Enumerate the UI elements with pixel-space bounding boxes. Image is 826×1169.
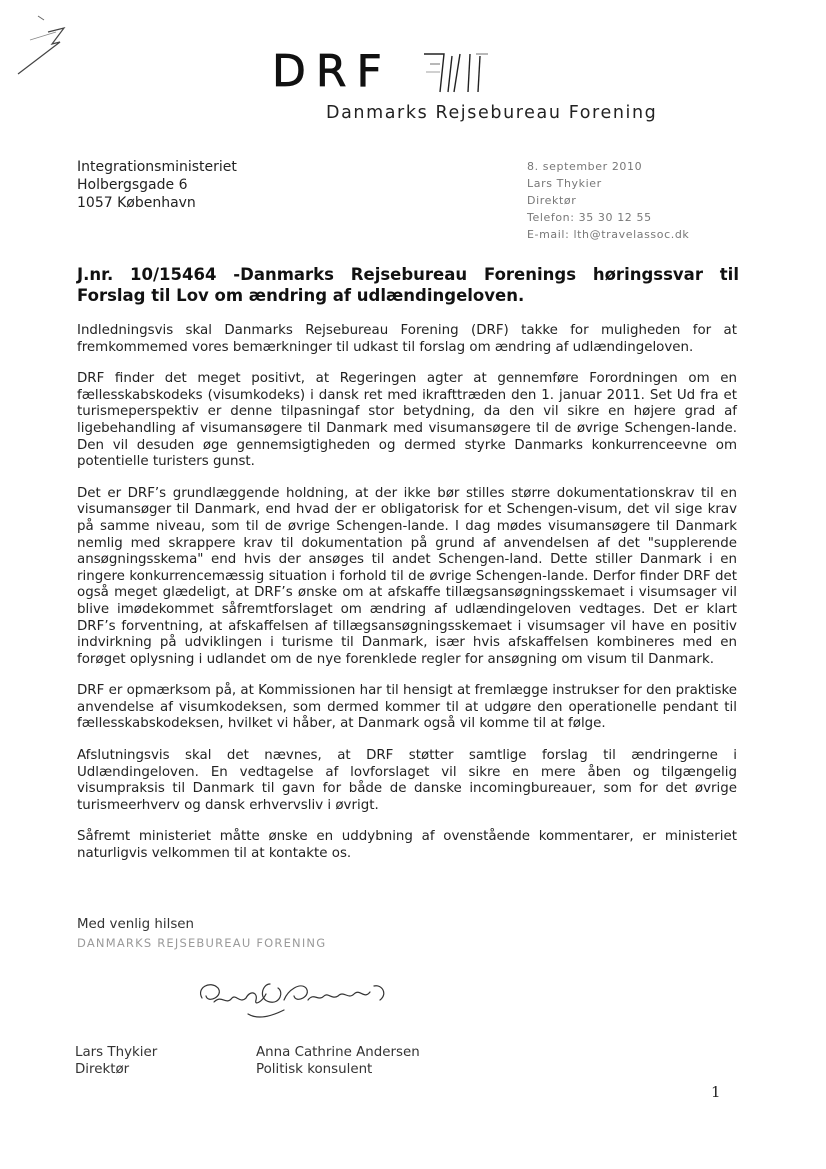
- sender-phone: Telefon: 35 30 12 55: [527, 211, 652, 224]
- page-number: 1: [711, 1083, 721, 1101]
- sender-title: Direktør: [527, 194, 577, 207]
- recipient-line: Integrationsministeriet: [77, 159, 237, 175]
- letter-subject: J.nr. 10/15464 -Danmarks Rejsebureau Forenings høringssvar til Forslag til Lov om ændring af udlændingeloven.: [77, 265, 739, 305]
- scan-artifact-mark: [8, 10, 70, 82]
- closing-greeting: Med venlig hilsen: [77, 917, 195, 932]
- signatory-name: Lars Thykier: [75, 1045, 158, 1060]
- body-paragraph: DRF finder det meget positivt, at Regeringen agter at gennemføre Forordningen om en fællesskabskodeks (visumkodeks) i dansk ret med ikrafttræden den 1. januar 2011. Set Ud fra et turismeperspektiv er denne tilpasningaf stor betydning, da den vil sikre en højere grad af ligebehandling af visumansøgere til Danmark med visumansøgere til de øvrige Schengen-lande. Den vil desuden øge gennemsigtigheden og dermed styrke Danmarks konkurrenceevne om potentielle turisters gunst.: [77, 371, 737, 470]
- body-paragraph: Indledningsvis skal Danmarks Rejsebureau Forening (DRF) takke for muligheden for at fremkommemed vores bemærkninger til udkast til forslag om ændring af udlændingeloven.: [77, 323, 737, 355]
- body-paragraph: Afslutningsvis skal det nævnes, at DRF støtter samtlige forslag til ændringerne i Udlændingeloven. En vedtagelse af lovforslaget vil sikre en mere åben og tilgængelig visumpraksis til Danmark til gavn for både de danske incomingbureauer, som for det øvrige turismeerhverv og dansk erhvervsliv i øvrigt.: [77, 748, 737, 813]
- organization-name: Danmarks Rejsebureau Forening: [326, 103, 658, 123]
- signatory-title: Politisk konsulent: [256, 1062, 373, 1077]
- recipient-address: [77, 158, 237, 212]
- handwritten-signature: [188, 970, 408, 1030]
- letter-date: 8. september 2010: [527, 160, 643, 173]
- sender-info: [527, 158, 689, 243]
- drf-logo-mark-icon: [418, 50, 492, 96]
- sender-email: E-mail: lth@travelassoc.dk: [527, 228, 690, 241]
- signatory-title: Direktør: [75, 1062, 130, 1077]
- sender-name: Lars Thykier: [527, 177, 602, 190]
- letter-body: [77, 323, 737, 878]
- signatory-name: Anna Cathrine Andersen: [256, 1045, 420, 1060]
- recipient-line: Holbergsgade 6: [77, 177, 188, 193]
- logo-text: DRF: [272, 46, 392, 97]
- signatory-2: [256, 1044, 420, 1078]
- signatory-1: [75, 1044, 157, 1078]
- body-paragraph: DRF er opmærksom på, at Kommissionen har til hensigt at fremlægge instrukser for den praktiske anvendelse af visumkodeksen, som dermed kommer til at udgøre den operationelle pendant til fællesskabskodeksen, hvilket vi håber, at Danmark også vil komme til at følge.: [77, 683, 737, 732]
- recipient-line: 1057 København: [77, 195, 196, 211]
- closing-organization: DANMARKS REJSEBUREAU FORENING: [77, 936, 327, 950]
- body-paragraph: Såfremt ministeriet måtte ønske en uddybning af ovenstående kommentarer, er ministeriet naturligvis velkommen til at kontakte os.: [77, 829, 737, 862]
- body-paragraph: Det er DRF’s grundlæggende holdning, at der ikke bør stilles større dokumentationskrav til en visumansøger til Danmark, end hvad der er obligatorisk for et Schengen-visum, det vil sige krav på samme niveau, som til de øvrige Schengen-lande. I dag mødes visumansøgere til Danmark nemlig med skrappere krav til dokumentation på grund af anvendelsen af det "supplerende ansøgningsskema" end hvis der ansøges til andet Schengen-land. Dette stiller Danmark i en ringere konkurrencemæssig situation i forhold til de øvrige Schengen-lande. Derfor finder DRF det også meget glædeligt, at DRF’s ønske om at afskaffe tillægsansøgningsskemaet i visumsager vil blive imødekommet såfremtforslaget om ændring af udlændingeloven vedtages. Det er klart DRF’s forventning, at afskaffelsen af tillægsansøgningsskemaet i visumsager vil have en positiv indvirkning på udviklingen i turisme til Danmark, især hvis afskaffelsen kombineres med en forøget oplysning i udlandet om de nye forenklede regler for ansøgning om visum til Danmark.: [77, 485, 737, 667]
